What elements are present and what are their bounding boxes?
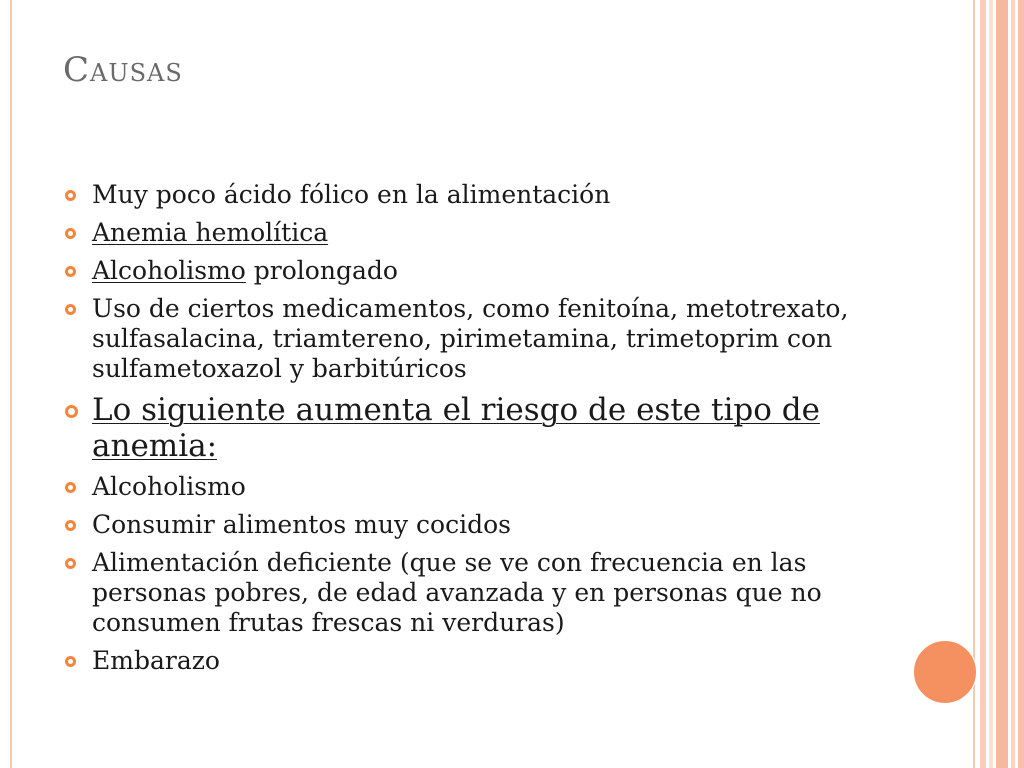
bullet-marker-icon — [65, 228, 76, 239]
decorative-stripe — [996, 0, 1008, 768]
bullet-item — [62, 256, 862, 286]
bullet-text: Alimentación deficiente (que se ve con frecuencia en las personas pobres, de edad avanzada y en personas que no consumen frutas frescas ni verduras) — [92, 548, 822, 637]
bullet-list — [62, 180, 862, 684]
bullet-marker-icon — [65, 304, 76, 315]
bullet-marker-icon — [65, 656, 76, 667]
bullet-marker-icon — [65, 266, 76, 277]
bullet-text: Uso de ciertos medicamentos, como fenitoína, metotrexato, sulfasalacina, triamtereno, pirimetamina, trimetoprim con sulfametoxazol y barbitúricos — [92, 294, 849, 383]
decorative-stripe — [1011, 0, 1015, 768]
bullet-item — [62, 294, 862, 384]
bullet-marker-icon — [65, 520, 76, 531]
decorative-stripe — [1018, 0, 1024, 768]
decorative-stripe — [980, 0, 986, 768]
bullet-marker-icon — [65, 482, 76, 493]
bullet-link-text[interactable]: Lo siguiente aumenta el riesgo de este tipo de anemia: — [92, 392, 820, 464]
bullet-item — [62, 548, 862, 638]
bullet-item — [62, 472, 862, 502]
decorative-circle — [913, 640, 977, 704]
bullet-marker-icon — [65, 558, 76, 569]
bullet-item — [62, 510, 862, 540]
bullet-link-text[interactable]: Alcoholismo — [92, 256, 246, 285]
bullet-link-text[interactable]: Anemia hemolítica — [92, 218, 329, 247]
bullet-marker-icon — [65, 190, 76, 201]
decorative-stripe — [989, 0, 993, 768]
bullet-item — [62, 180, 862, 210]
bullet-item — [62, 218, 862, 248]
bullet-item — [62, 646, 862, 676]
bullet-text: Embarazo — [92, 646, 220, 675]
bullet-text: Alcoholismo — [92, 472, 246, 501]
slide-title: Causas — [63, 50, 183, 90]
bullet-marker-icon — [65, 405, 78, 418]
bullet-text: Consumir alimentos muy cocidos — [92, 510, 511, 539]
bullet-text: prolongado — [245, 256, 398, 285]
bullet-text: Muy poco ácido fólico en la alimentación — [92, 180, 611, 209]
bullet-item — [62, 392, 862, 464]
